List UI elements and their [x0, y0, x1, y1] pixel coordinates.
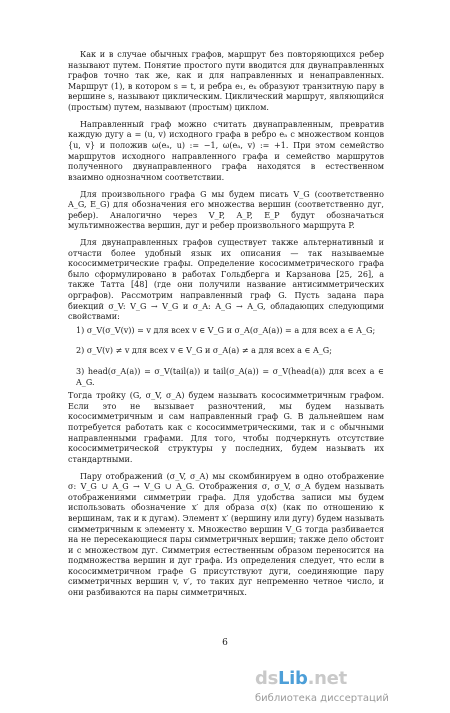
watermark-logo-prefix: ds: [255, 668, 278, 689]
property-item-2: 2) σ_V(v) ≠ v для всех v ∈ V_G и σ_A(a) ≠ a для всех a ∈ A_G;: [76, 346, 332, 356]
body-text: [68, 50, 384, 605]
paragraph-paths: Как и в случае обычных графов, маршрут без повторяющихся ребер называют путем. Понятие простого пути вводится для двунаправленных графов точно так же, как и для направленных и ненаправленных. Маршрут (1), в котором s = t, и ребра e₁, eₖ образуют транзитную пару в вершине s, называют циклическим. Циклический маршрут, являющийся (простым) путем, называют (простым) циклом.: [68, 50, 384, 112]
watermark-logo-mid: Lib: [278, 668, 308, 689]
paragraph-skew-symmetric-graph: Тогда тройку (G, σ_V, σ_A) будем называть кососимметричным графом. Если это не вызывает разночтений, мы будем называть кососимметричным и сам направленный граф G. В дальнейшем нам потребуется работать как с кососимметрическими, так и с обычными направленными графами. Для того, чтобы подчеркнуть отсутствие кососимметрической структуры у последних, будем называть их стандартными.: [68, 391, 384, 464]
paragraph-directed-as-bidirected: Направленный граф можно считать двунаправленным, превратив каждую дугу a = (u, v) исходного графа в ребро eₐ с множеством концов {u, v} и положив ω(eₐ, u) := −1, ω(eₐ, v) := +1. При этом семейство маршрутов исходного направленного графа и семейство маршрутов полученного двунаправленного графа находятся в естественном взаимно однозначном соответствии.: [68, 119, 384, 182]
paragraph-notation: Для произвольного графа G мы будем писать V_G (соответственно A_G, E_G) для обозначения его множества вершин (соответственно дуг, ребер). Аналогично через V_P, A_P, E_P будут обозначаться мультимножества вершин, дуг и ребер произвольного маршрута P.: [68, 189, 384, 231]
paragraph-symmetry-maps: Пару отображений (σ_V, σ_A) мы скомбинируем в одно отображение σ: V_G ∪ A_G → V_G ∪ A_G. Отображения σ, σ_V, σ_A будем называть отображениями симметрии графа. Для удобства записи мы будем использовать обозначение x′ для образа σ(x) (как по отношению к вершинам, так и к дугам). Элемент x′ (вершину или дугу) будем называть симметричным к элементу x. Множество вершин V_G тогда разбивается на не пересекающиеся пары симметричных вершин; также дело обстоит и с множеством дуг. Симметрия естественным образом переносится на подмножества вершин и дуг графа. Из определения следует, что если в кососимметричном графе G присутствуют дуги, соединяющие пару симметричных вершин v, v′, то таких дуг непременно четное число, и они разбиваются на пары симметричных.: [68, 471, 384, 598]
property-item-3: 3) head(σ_A(a)) = σ_V(tail(a)) и tail(σ_A(a)) = σ_V(head(a)) для всех a ∈ A_G.: [76, 367, 384, 387]
property-item-1: 1) σ_V(σ_V(v)) = v для всех v ∈ V_G и σ_A(σ_A(a)) = a для всех a ∈ A_G;: [76, 325, 376, 335]
watermark-logo: [255, 668, 347, 689]
paragraph-skew-symmetric-definition: Для двунаправленных графов существует также альтернативный и отчасти более удобный язык их описания — так называемые кососимметрические графы. Определение кососимметрического графа было сформулировано в работах Гольдберга и Карзанова [25, 26], а также Татта [48] (где они получили название антисимметрических орграфов). Рассмотрим направленный граф G. Пусть задана пара биекций σ_V: V_G → V_G и σ_A: A_G → A_G, обладающих следующими свойствами:: [68, 238, 384, 322]
watermark: [250, 664, 450, 709]
page-number: 6: [222, 638, 228, 648]
watermark-subtitle: библиотека диссертаций: [255, 693, 389, 704]
watermark-logo-suffix: .net: [307, 668, 347, 689]
